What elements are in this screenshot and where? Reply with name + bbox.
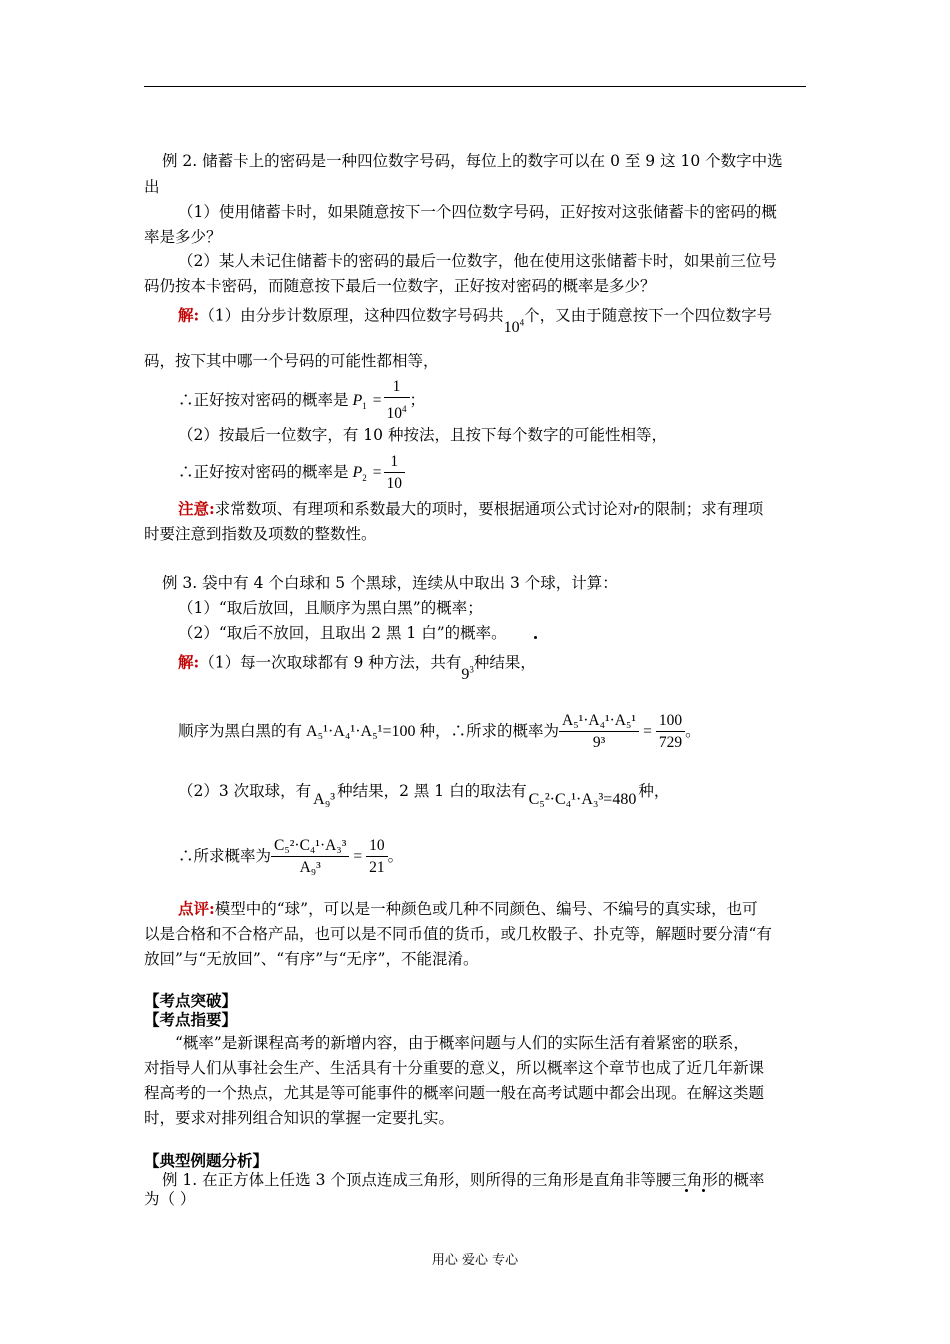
p1-numerator: 1 <box>384 377 410 398</box>
order-post: 。 <box>685 722 701 740</box>
power-expression <box>461 666 474 683</box>
p-text: ∴所求概率为 <box>178 847 272 865</box>
power-base: 9 <box>461 666 470 684</box>
ex3-comment-line1 <box>178 898 758 920</box>
sol2-text: （2）3 次取球，有 <box>178 782 312 800</box>
breakthrough-subheading: 【考点指要】 <box>144 1010 238 1029</box>
ex3-solution-line1 <box>178 647 536 684</box>
solution-label: 解: <box>178 305 200 325</box>
p1-post: ； <box>409 391 426 410</box>
p-denominator: A₉³ <box>299 858 321 876</box>
ex2-solution-line1 <box>178 300 773 337</box>
emphasis-dot <box>702 1189 705 1192</box>
emphasis-dot <box>534 636 537 639</box>
breakthrough-para3: 程高考的一个热点，尤其是等可能事件的概率问题一般在高考试题中都会出现。在解这类题 <box>144 1084 765 1102</box>
p2-subscript: 2 <box>362 473 367 484</box>
p1-text: ∴正好按对密码的概率是 <box>178 391 349 410</box>
p1-denominator <box>384 398 410 425</box>
note-text: 的限制；求有理项 <box>639 500 764 518</box>
comment-text: 模型中的“球”，可以是一种颜色或几种不同颜色、编号、不编号的真实球，也可 <box>214 900 758 918</box>
order-result-numerator: 100 <box>656 711 685 732</box>
header-rule <box>144 86 806 87</box>
note-label: 注意: <box>178 499 215 518</box>
page-footer: 用心 爱心 专心 <box>431 1253 519 1268</box>
typical-heading: 【典型例题分析】 <box>144 1151 269 1170</box>
note-text: 求常数项、有理项和系数最大的项时，要根据通项公式讨论对 <box>214 500 634 518</box>
breakthrough-heading: 【考点突破】 <box>144 991 238 1010</box>
sol2-text: 种， <box>638 782 670 800</box>
ex2-line2: 出 <box>144 178 160 196</box>
solution-text: （1）由分步计数原理，这种四位数字号码共 <box>199 306 504 325</box>
sol2-text: 种结果，2 黑 1 白的取法有 <box>337 782 527 800</box>
order-denominator: 9³ <box>592 733 606 751</box>
ex3-comment-line2: 以是合格和不合格产品，也可以是不同币值的货币，或几枚骰子、扑克等，解题时要分清“有 <box>144 925 772 943</box>
p-result-fraction <box>366 836 388 879</box>
power-exponent: 3 <box>469 665 474 675</box>
solution-text: 个，又由于随意按下一个四位数字号 <box>524 306 773 325</box>
emphasis-dot <box>685 1189 688 1192</box>
equals-sign: = <box>353 848 363 865</box>
ex3-q1: （1）“取后放回，且顺序为黑白黑”的概率； <box>178 599 483 617</box>
p1-den-exp: 4 <box>402 404 407 414</box>
p1-den-base: 10 <box>386 405 403 423</box>
p-result-numerator: 10 <box>366 836 388 857</box>
order-numerator: A₅¹·A₄¹·A₅¹ <box>559 711 639 732</box>
sol2-arrangement: A₉³ <box>313 791 336 808</box>
p-result-denominator: 21 <box>369 858 385 876</box>
order-text: 种，∴所求的概率为 <box>419 722 559 740</box>
typical-ex1-line1: 例 1. 在正方体上任选 3 个顶点连成三角形，则所得的三角形是直角非等腰三角形的概率 <box>162 1171 765 1189</box>
ex2-line1: 例 2. 储蓄卡上的密码是一种四位数字号码，每位上的数字可以在 0 至 9 这 10 个数字中选 <box>162 152 783 170</box>
p2-text: ∴正好按对密码的概率是 <box>178 463 349 481</box>
breakthrough-para2: 对指导人们从事社会生产、生活具有十分重要的意义，所以概率这个章节也成了近几年新课 <box>144 1059 765 1077</box>
breakthrough-para4: 时，要求对排列组合知识的掌握一定要扎实。 <box>144 1109 455 1127</box>
ex2-sol2: （2）按最后一位数字，有 10 种按法，且按下每个数字的可能性相等， <box>178 426 667 444</box>
solution-text: 种结果， <box>473 653 536 672</box>
ex3-q2: （2）“取后不放回，且取出 2 黑 1 白”的概率。 <box>178 624 507 642</box>
sol2-expression: C₅²·C₄¹·A₃³=480 <box>528 791 637 808</box>
p-post: 。 <box>387 847 404 865</box>
p1-subscript: 1 <box>362 401 367 412</box>
p-fraction <box>271 836 349 879</box>
ex3-order-line <box>178 709 701 754</box>
order-result-denominator: 729 <box>658 733 683 751</box>
order-fraction <box>559 711 639 754</box>
solution-text: （1）每一次取球都有 9 种方法，共有 <box>199 653 462 672</box>
ex3-line1: 例 3. 袋中有 4 个白球和 5 个黑球，连续从中取出 3 个球，计算： <box>162 574 618 592</box>
ex3-sol2-line <box>178 780 670 808</box>
p2-denominator: 10 <box>386 474 403 492</box>
ex2-note-line2: 时要注意到指数及项数的整数性。 <box>144 525 377 543</box>
note-variable: r <box>633 501 640 518</box>
ex2-solution-line2: 码，按下其中哪一个号码的可能性都相等， <box>144 352 439 370</box>
ex2-q1a: （1）使用储蓄卡时，如果随意按下一个四位数字号码，正好按对这张储蓄卡的密码的概 <box>178 203 777 221</box>
equals-sign: = <box>643 723 652 740</box>
p1-symbol: P <box>352 392 363 410</box>
typical-ex1-line2: 为（ ） <box>144 1190 196 1208</box>
ex3-p-line <box>178 834 403 879</box>
order-text: 顺序为黑白黑的有 <box>178 722 303 740</box>
power-exponent: 4 <box>519 318 525 328</box>
p2-symbol: P <box>352 464 363 481</box>
solution-label: 解: <box>178 652 200 672</box>
p2-fraction <box>384 452 406 495</box>
p-numerator: C₅²·C₄¹·A₃³ <box>271 836 349 857</box>
comment-label: 点评: <box>178 899 215 918</box>
breakthrough-para1: “概率”是新课程高考的新增内容，由于概率问题与人们的实际生活有着紧密的联系， <box>175 1034 749 1052</box>
p2-numerator: 1 <box>384 452 406 473</box>
ex2-q1b: 率是多少？ <box>144 228 222 246</box>
power-expression <box>504 319 525 336</box>
order-expression: A₅¹·A₄¹·A₅¹=100 <box>306 723 416 740</box>
ex2-p1-line: ∴正好按对密码的概率是 $P_1$ = $\frac{1}{10^4}$ ； <box>178 377 425 427</box>
order-result-fraction <box>656 711 685 754</box>
ex2-note-line1 <box>178 498 763 521</box>
ex2-q2b: 码仍按本卡密码，而随意按下最后一位数字，正好按对密码的概率是多少？ <box>144 277 656 295</box>
ex3-comment-line3: 放回”与“无放回”、“有序”与“无序”，不能混淆。 <box>144 950 479 968</box>
ex2-p2-line: ∴正好按对密码的概率是 $P_2$ = $\frac{1}{10}$ <box>178 451 405 499</box>
ex2-q2a: （2）某人未记住储蓄卡的密码的最后一位数字，他在使用这张储蓄卡时，如果前三位号 <box>178 252 777 270</box>
p1-fraction <box>384 377 410 425</box>
power-base: 10 <box>503 319 520 337</box>
